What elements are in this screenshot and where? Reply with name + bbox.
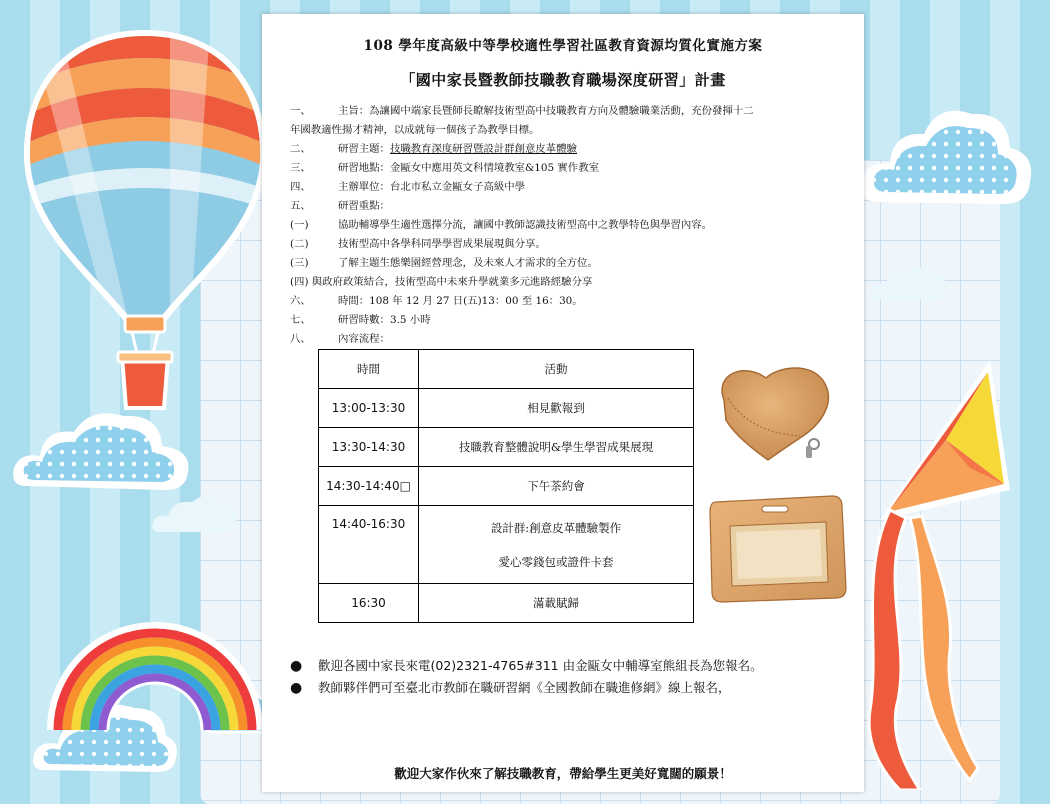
table-row: 14:30-14:40□ 下午茶約會 <box>319 467 694 506</box>
schedule-table <box>318 349 694 623</box>
item-6-time: 六、 時間：108 年 12 月 27 日(五)13：00 至 16：30。 <box>290 295 583 307</box>
cloud-right-top <box>858 92 1036 222</box>
item-5-3: (三) 了解主題生態樂園經營理念，及未來人才需求的全方位。 <box>290 257 598 269</box>
leather-card-holder-icon <box>708 492 848 606</box>
header-activity: 活動 <box>419 350 694 389</box>
kite-icon <box>850 350 1050 790</box>
schedule-header-row <box>319 350 694 389</box>
item-7-hours: 七、 研習時數：3.5 小時 <box>290 314 431 326</box>
closing-message: 歡迎大家作伙來了解技職教育，帶給學生更美好寬闊的願景！ <box>394 766 732 781</box>
table-row: 16:30 滿載賦歸 <box>319 584 694 623</box>
item-5-1: (一) 協助輔導學生適性選擇分流，讓國中教師認識技術型高中之教學特色與學習內容。 <box>290 219 713 231</box>
item-1-purpose: 一、 主旨：為讓國中端家長暨師長瞭解技術型高中技職教育方向及體驗職業活動，充份發揮十二 <box>290 105 754 117</box>
bullet-icon: ● <box>290 658 303 674</box>
item-1-purpose-continued: 年國教適性揚才精神，以成就每一個孩子為教學目標。 <box>290 124 540 136</box>
document-subtitle: 「國中家長暨教師技職教育職場深度研習」計畫 <box>400 71 726 89</box>
cloud-small-right <box>868 262 950 306</box>
document-page <box>262 14 864 792</box>
item-4-organizer: 四、 主辦單位：台北市私立金甌女子高級中學 <box>290 181 526 193</box>
item-5-2: (二) 技術型高中各學科同學學習成果展現與分享。 <box>290 238 546 250</box>
item-2-theme: 二、 研習主題：技職教育深度研習暨設計群創意皮革體驗 <box>290 143 577 155</box>
item-5-4: (四) 與政府政策結合，技術型高中未來升學就業多元進路經驗分享 <box>290 276 593 288</box>
table-row: 13:30-14:30 技職教育整體說明&學生學習成果展現 <box>319 428 694 467</box>
heart-coin-purse-icon <box>714 364 836 464</box>
table-row: 13:00-13:30 相見歡報到 <box>319 389 694 428</box>
document-title: 108 學年度高級中等學校適性學習社區教育資源均質化實施方案 <box>363 38 763 54</box>
registration-notes <box>290 656 860 700</box>
table-row: 14:40-16:30 設計群:創意皮革體驗製作 愛心零錢包或證件卡套 <box>319 506 694 584</box>
item-8-schedule: 八、 內容流程： <box>290 333 390 345</box>
list-item: ● 教師夥伴們可至臺北市教師在職研習網《全國教師在職進修網》線上報名， <box>290 680 731 696</box>
rainbow-icon <box>40 590 270 730</box>
cloud-small-left <box>150 490 240 538</box>
item-3-location: 三、 研習地點：金甌女中應用英文科情境教室&105 實作教室 <box>290 162 599 174</box>
bullet-icon: ● <box>290 680 303 696</box>
header-time: 時間 <box>319 350 419 389</box>
hot-air-balloon-icon <box>20 28 270 418</box>
plan-items <box>290 102 860 349</box>
item-5-focus: 五、 研習重點： <box>290 200 390 212</box>
list-item: ● 歡迎各國中家長來電(02)2321-4765#311 由金甌女中輔導室熊組長為您報名。 <box>290 658 763 674</box>
